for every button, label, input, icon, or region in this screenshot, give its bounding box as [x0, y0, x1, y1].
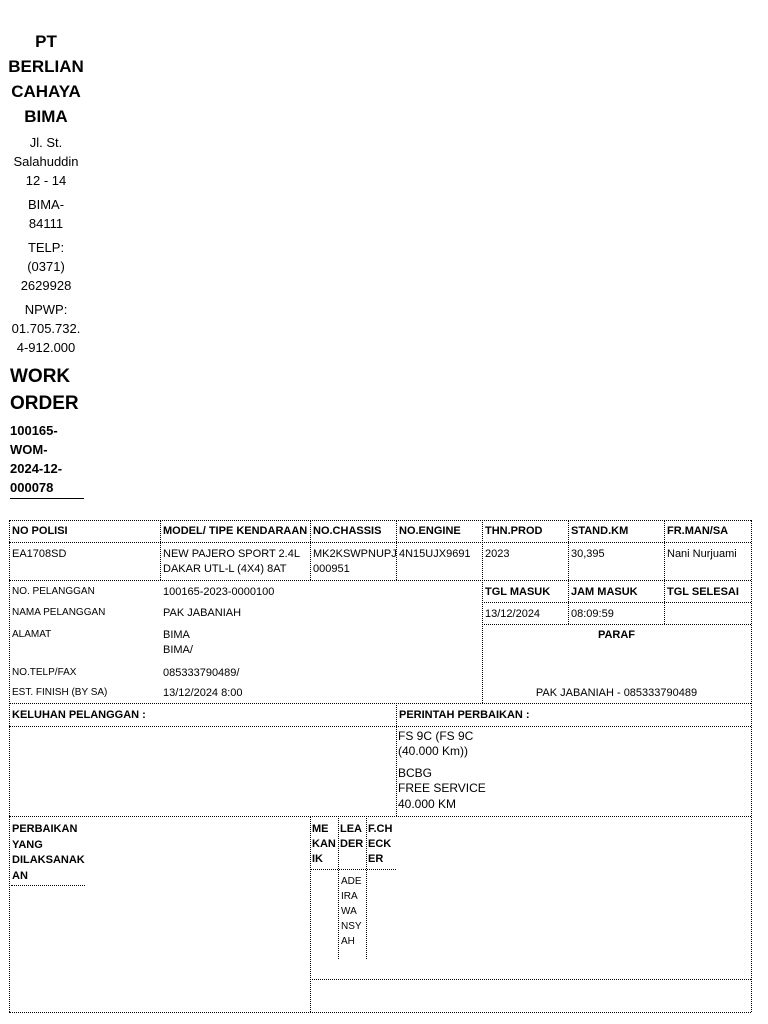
perintah-line-2: (40.000 Km)) [398, 744, 469, 758]
company-name-line-3: CAHAYA [11, 82, 81, 101]
header-no-chassis: NO.CHASSIS [313, 525, 382, 537]
company-npwp-line-1: NPWP: [24, 302, 68, 317]
label-alamat: ALAMAT [12, 629, 52, 640]
header-no-polisi: NO POLISI [12, 525, 68, 537]
leader-name-line-1: ADE [341, 876, 362, 887]
header-tgl-selesai: TGL SELESAI [667, 586, 739, 598]
fchecker-header-line-1: F.CH [368, 823, 393, 835]
leader-name-line-3: WA [341, 906, 357, 917]
grid-line [482, 624, 751, 625]
value-jam-masuk: 08:09:59 [571, 608, 614, 620]
company-name-line-1: PT [35, 32, 57, 51]
work-order-number-underline [10, 498, 84, 499]
value-model-line-1: NEW PAJERO SPORT 2.4L [163, 548, 300, 560]
value-nama-pelanggan: PAK JABANIAH [163, 607, 242, 619]
grid-line [396, 703, 397, 816]
label-nama-pelanggan: NAMA PELANGGAN [12, 607, 106, 618]
company-address-line-1: Jl. St. [29, 135, 63, 150]
perintah-line-1: FS 9C (FS 9C [398, 729, 474, 743]
company-city-line-2: 84111 [28, 216, 64, 231]
value-stand-km: 30,395 [571, 548, 605, 560]
work-order-number-line-4: 000078 [10, 480, 54, 495]
paraf-value: PAK JABANIAH - 085333790489 [535, 687, 698, 699]
leader-name-line-2: IRA [341, 891, 358, 902]
grid-line [310, 520, 311, 580]
leader-header-line-2: DER [340, 838, 364, 850]
work-order-number-line-2: WOM- [10, 442, 48, 457]
work-order-number-line-1: 100165- [10, 423, 58, 438]
document-title-line-2: ORDER [10, 393, 79, 414]
grid-line [482, 520, 483, 703]
value-no-pelanggan: 100165-2023-0000100 [163, 586, 275, 598]
header-jam-masuk: JAM MASUK [571, 586, 638, 598]
value-engine: 4N15UJX9691 [399, 548, 471, 560]
company-city-line-1: BIMA- [27, 197, 65, 212]
grid-line [9, 542, 751, 543]
perintah-line-3: BCBG [398, 766, 433, 780]
grid-line [751, 520, 752, 1012]
perintah-line-4: FREE SERVICE [398, 781, 486, 795]
grid-line [310, 816, 311, 1012]
grid-line [366, 816, 367, 959]
leader-name-line-4: NSY [341, 921, 362, 932]
grid-line [664, 520, 665, 624]
grid-line [160, 520, 161, 580]
grid-line [9, 580, 751, 581]
grid-line [9, 1012, 751, 1013]
header-no-engine: NO.ENGINE [399, 525, 461, 537]
grid-line [9, 816, 751, 817]
company-npwp-line-2: 01.705.732. [11, 321, 81, 336]
company-address-line-3: 12 - 14 [25, 173, 67, 188]
company-npwp-line-3: 4-912.000 [16, 340, 76, 355]
company-phone-line-2: (0371) [27, 259, 65, 274]
value-chassis-line-2: 000951 [313, 563, 350, 575]
value-model-line-2: DAKAR UTL-L (4X4) 8AT [163, 563, 287, 575]
grid-line [338, 816, 339, 959]
grid-line [11, 885, 85, 886]
value-chassis-line-1: MK2KSWPNUPJ [313, 548, 397, 560]
label-est-finish: EST. FINISH (BY SA) [12, 687, 108, 698]
value-tgl-masuk: 13/12/2024 [485, 608, 541, 620]
leader-header-line-1: LEA [340, 823, 362, 835]
header-thn-prod: THN.PROD [485, 525, 543, 537]
grid-line [9, 520, 751, 521]
perbaikan-label-line-1: PERBAIKAN [12, 823, 78, 835]
value-alamat-line-2: BIMA/ [163, 644, 193, 656]
header-tgl-masuk: TGL MASUK [485, 586, 551, 598]
company-phone-line-1: TELP: [27, 240, 65, 255]
keluhan-label: KELUHAN PELANGGAN : [12, 709, 146, 721]
grid-line [310, 979, 751, 980]
value-thn-prod: 2023 [485, 548, 510, 560]
mekanik-header-line-1: ME [312, 823, 329, 835]
label-no-pelanggan: NO. PELANGGAN [12, 586, 95, 597]
mekanik-header-line-2: KAN [312, 838, 336, 850]
company-address-line-2: Salahuddin [13, 154, 79, 169]
grid-line [568, 520, 569, 624]
paraf-label: PARAF [597, 629, 636, 641]
value-telp: 085333790489/ [163, 667, 240, 679]
value-est-finish: 13/12/2024 8:00 [163, 687, 243, 699]
header-fr-man-sa: FR.MAN/SA [667, 525, 729, 537]
company-name-line-2: BERLIAN [8, 57, 84, 76]
grid-line [9, 703, 751, 704]
perbaikan-label-line-2: YANG [12, 839, 43, 851]
perbaikan-label-line-3: DILAKSANAK [12, 854, 85, 866]
perintah-label: PERINTAH PERBAIKAN : [399, 709, 530, 721]
value-no-polisi: EA1708SD [12, 548, 67, 560]
company-name-line-4: BIMA [24, 107, 68, 126]
company-phone-line-3: 2629928 [20, 278, 72, 293]
work-order-number-line-3: 2024-12- [10, 461, 63, 476]
value-fr-man-sa: Nani Nurjuami [667, 548, 737, 560]
document-title-line-1: WORK [10, 366, 71, 387]
grid-line [9, 520, 10, 1012]
label-telp: NO.TELP/FAX [12, 667, 77, 678]
grid-line [482, 602, 751, 603]
header-model: MODEL/ TIPE KENDARAAN [163, 525, 308, 537]
mekanik-header-line-3: IK [312, 853, 323, 865]
fchecker-header-line-2: ECK [368, 838, 392, 850]
perbaikan-label-line-4: AN [12, 870, 28, 882]
header-stand-km: STAND.KM [571, 525, 629, 537]
perintah-line-5: 40.000 KM [398, 797, 457, 811]
grid-line [310, 869, 396, 870]
grid-line [9, 726, 751, 727]
value-alamat-line-1: BIMA [163, 629, 190, 641]
leader-name-line-5: AH [341, 936, 355, 947]
fchecker-header-line-3: ER [368, 853, 384, 865]
